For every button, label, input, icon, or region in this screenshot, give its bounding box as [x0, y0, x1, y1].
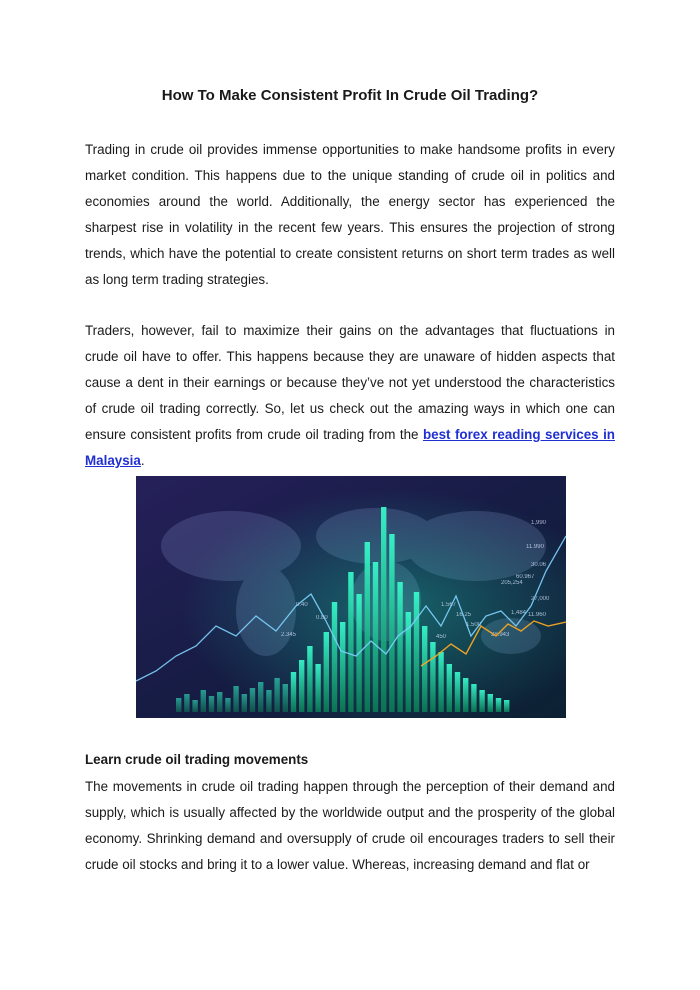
chart-bar	[397, 582, 402, 712]
chart-bar	[176, 698, 181, 712]
chart-bar	[422, 626, 427, 712]
chart-bar	[225, 698, 230, 712]
ticker-figure: 28.943	[491, 632, 510, 638]
ticker-figure: 205,254	[501, 580, 523, 586]
chart-bar	[488, 694, 493, 712]
chart-bar	[430, 642, 435, 712]
chart-bar	[201, 690, 206, 712]
chart-bar	[463, 678, 468, 712]
third-paragraph: The movements in crude oil trading happen through the perception of their demand and supply, which is usually affected by the worldwide output and the prosperity of the global economy. Shrinking demand and oversupply of crude oil encourages traders to sell their crude oil stocks and bring it to a lower value. Whereas, increasing demand and flat or	[85, 779, 615, 872]
ticker-figure: 1,990	[531, 520, 547, 526]
chart-bar	[192, 700, 197, 712]
chart-bar	[340, 622, 345, 712]
chart-bar	[217, 692, 222, 712]
chart-bar	[266, 690, 271, 712]
chart-bar	[184, 694, 189, 712]
chart-bar	[455, 672, 460, 712]
chart-bar	[299, 660, 304, 712]
chart-bar	[332, 602, 337, 712]
chart-bar	[479, 690, 484, 712]
chart-bar	[242, 694, 247, 712]
ticker-figure: 16.25	[456, 612, 472, 618]
ticker-figure: 450	[436, 634, 447, 640]
ticker-figure: 0.40	[296, 602, 308, 608]
chart-bar	[414, 592, 419, 712]
chart-bar	[365, 542, 370, 712]
chart-bar	[348, 572, 353, 712]
chart-bar	[471, 684, 476, 712]
ticker-figure: 11.960	[528, 612, 546, 618]
second-paragraph-end: .	[140, 453, 145, 468]
chart-bar	[274, 678, 279, 712]
chart-bar	[258, 682, 263, 712]
ticker-figure: 1,484	[511, 610, 527, 616]
chart-bar	[291, 672, 296, 712]
second-paragraph-text: Traders, however, fail to maximize their gains on the advantages that fluctuations in crude oil have to offer. This happens because they are unaware of hidden aspects that cause a dent in their earnings or because they’ve not yet understood the characteristics of crude oil trading correctly. So, let us check out the amazing ways in which one can ensure consistent profits from crude oil trading from the	[85, 323, 615, 442]
forex-services-link[interactable]: best forex reading services in Malaysia	[85, 427, 615, 468]
ticker-figure: 30.06	[531, 562, 547, 568]
chart-bar	[209, 696, 214, 712]
second-paragraph	[85, 318, 615, 474]
chart-bar	[233, 686, 238, 712]
chart-bar	[504, 700, 509, 712]
chart-bar	[283, 684, 288, 712]
stock-chart-image	[136, 476, 566, 718]
ticker-figure: 27,000	[531, 596, 550, 602]
chart-bar	[381, 507, 386, 712]
ticker-figure: 2.345	[281, 632, 297, 638]
stock-chart-illustration	[136, 476, 566, 718]
chart-bar	[373, 562, 378, 712]
chart-bar	[315, 664, 320, 712]
intro-paragraph: Trading in crude oil provides immense opportunities to make handsome profits in every market condition. This happens due to the unique standing of crude oil in politics and economies around the world. Additionally, the energy sector has experienced the sharpest rise in volatility in the recent few years. This ensures the projection of strong trends, which have the potential to create consistent returns on short term trades as well as long term trading strategies.	[85, 142, 615, 287]
chart-bar	[438, 652, 443, 712]
ticker-figure: 60.967	[516, 574, 535, 580]
chart-bar	[389, 534, 394, 712]
chart-bar	[250, 688, 255, 712]
page-title: How To Make Consistent Profit In Crude Oil Trading?	[161, 87, 539, 104]
chart-bar	[324, 632, 329, 712]
ticker-figure: 1.500	[466, 622, 482, 628]
ticker-figure: 0.80	[316, 615, 328, 621]
chart-bar	[447, 664, 452, 712]
ticker-figure: 1.567	[441, 602, 457, 608]
section-heading: Learn crude oil trading movements	[85, 752, 309, 767]
ticker-figure: 11.990	[526, 544, 544, 550]
chart-bar	[307, 646, 312, 712]
chart-bar	[496, 698, 501, 712]
